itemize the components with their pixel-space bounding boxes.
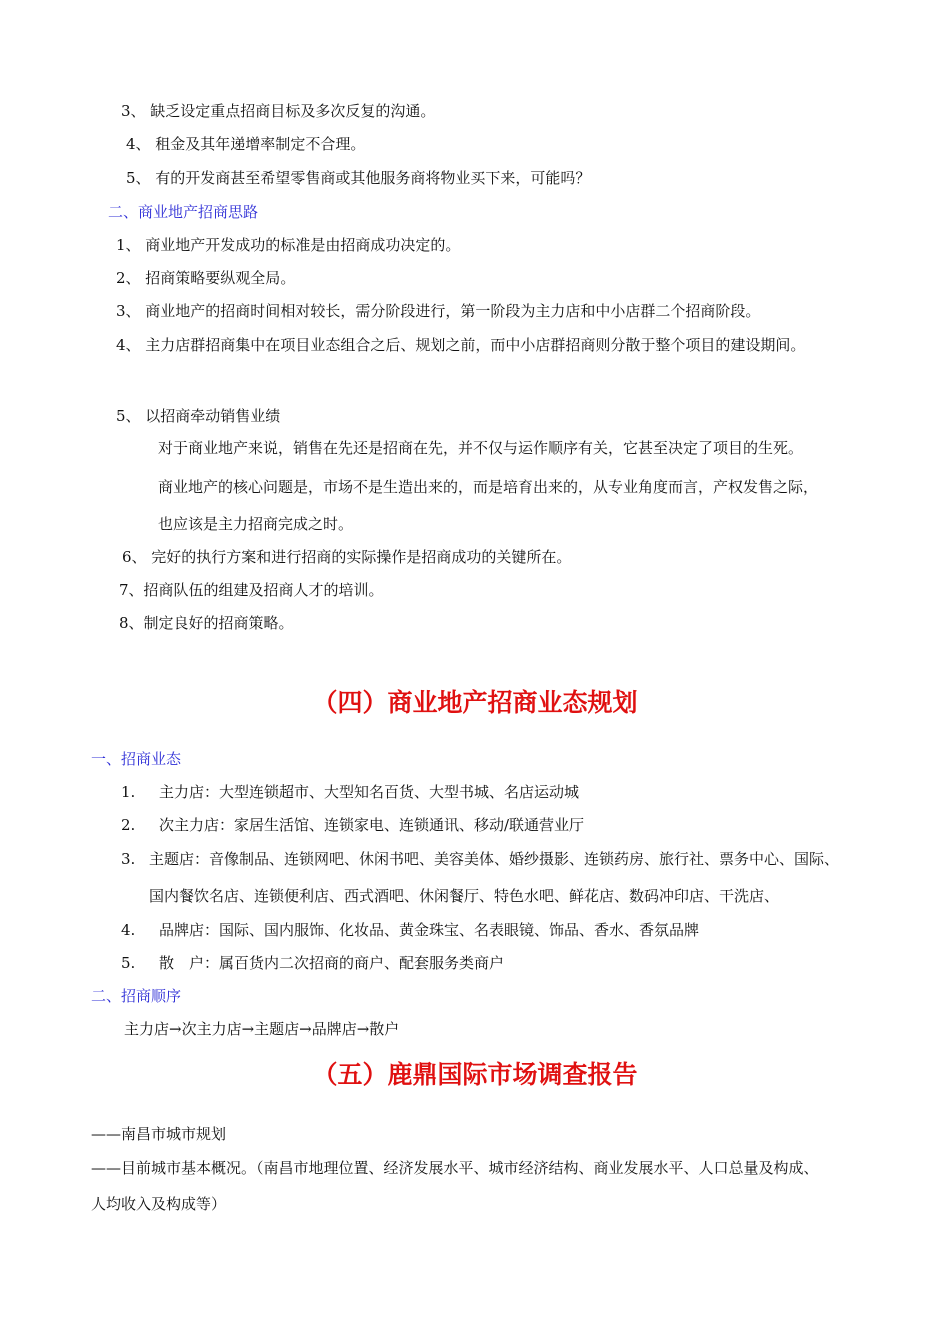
leasing-order: 主力店→次主力店→主题店→品牌店→散户	[124, 1020, 400, 1038]
list-item: 4、 主力店群招商集中在项目业态组合之后、规划之前，而中小店群招商则分散于整个项目的建设期间。	[116, 336, 806, 354]
subheading-order: 二、招商顺序	[91, 987, 182, 1005]
format-item	[121, 815, 584, 835]
format-item	[121, 920, 699, 940]
item-number: 3.	[121, 850, 136, 868]
format-item	[121, 782, 579, 802]
list-item: 3、 缺乏设定重点招商目标及多次反复的沟通。	[121, 102, 436, 120]
item-text: 主力店：大型连锁超市、大型知名百货、大型书城、名店运动城	[159, 783, 580, 801]
list-item: 1、 商业地产开发成功的标准是由招商成功决定的。	[116, 236, 461, 254]
item-number: 1.	[121, 783, 136, 801]
item-number: 5.	[121, 954, 136, 972]
list-item: 8、制定良好的招商策略。	[119, 614, 294, 632]
item-text: 次主力店：家居生活馆、连锁家电、连锁通讯、移动/联通营业厅	[159, 816, 585, 834]
report-line: 人均收入及构成等）	[91, 1195, 227, 1213]
report-line: ——南昌市城市规划	[91, 1125, 227, 1143]
section-heading-5: （五）鹿鼎国际市场调查报告	[312, 1060, 638, 1089]
item-text: 散 户：属百货内二次招商的商户、配套服务类商户	[159, 954, 505, 972]
subheading-thoughts: 二、商业地产招商思路	[108, 203, 259, 221]
paragraph-line: 商业地产的核心问题是，市场不是生造出来的，而是培育出来的，从专业角度而言，产权发售之际，	[158, 478, 819, 496]
format-item-continued: 国内餐饮名店、连锁便利店、西式酒吧、休闲餐厅、特色水吧、鲜花店、数码冲印店、干洗店、	[149, 887, 780, 905]
list-item: 5、 以招商牵动销售业绩	[116, 407, 281, 425]
item-number: 4.	[121, 921, 136, 939]
report-line: ——目前城市基本概况。（南昌市地理位置、经济发展水平、城市经济结构、商业发展水平、人口总量及构成、	[91, 1159, 819, 1177]
paragraph-line: 对于商业地产来说，销售在先还是招商在先，并不仅与运作顺序有关，它甚至决定了项目的生死。	[158, 439, 804, 457]
subheading-formats: 一、招商业态	[91, 750, 182, 768]
list-item: 7、招商队伍的组建及招商人才的培训。	[119, 581, 384, 599]
list-item: 4、 租金及其年递增率制定不合理。	[126, 135, 366, 153]
list-item: 5、 有的开发商甚至希望零售商或其他服务商将物业买下来，可能吗？	[126, 169, 591, 187]
item-text: 品牌店：国际、国内服饰、化妆品、黄金珠宝、名表眼镜、饰品、香水、香氛品牌	[159, 921, 700, 939]
item-number: 2.	[121, 816, 136, 834]
list-item: 2、 招商策略要纵观全局。	[116, 269, 296, 287]
list-item: 6、 完好的执行方案和进行招商的实际操作是招商成功的关键所在。	[122, 548, 572, 566]
format-item	[121, 953, 504, 973]
item-text: 主题店：音像制品、连锁网吧、休闲书吧、美容美体、婚纱摄影、连锁药房、旅行社、票务中心、国际、	[149, 850, 840, 868]
paragraph-line: 也应该是主力招商完成之时。	[158, 515, 354, 533]
section-heading-4: （四）商业地产招商业态规划	[312, 688, 638, 717]
format-item	[121, 849, 839, 869]
list-item: 3、 商业地产的招商时间相对较长，需分阶段进行，第一阶段为主力店和中小店群二个招商阶段。	[116, 302, 761, 320]
